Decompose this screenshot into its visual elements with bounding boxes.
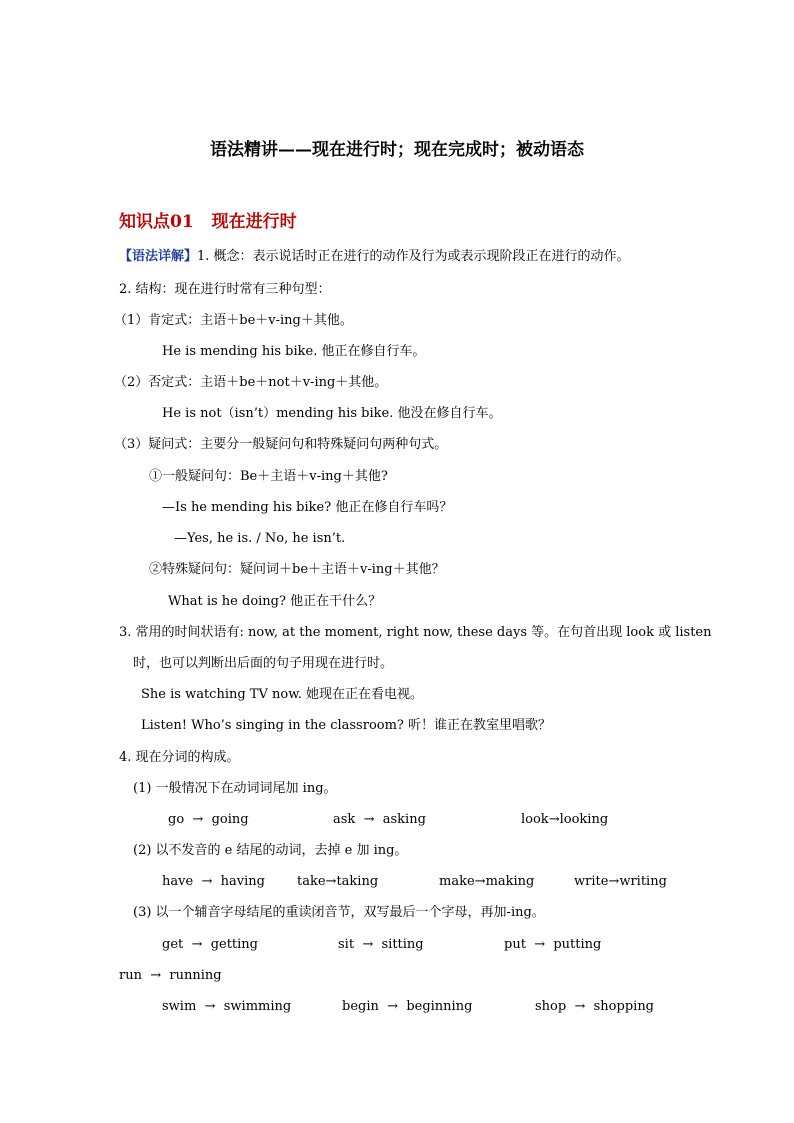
verb-pair: take→taking [297,874,379,889]
verb-pair: look→looking [521,812,609,827]
time-adverbs-example-2: Listen! Who’s singing in the classroom? 听！谁正在教室里唱歌？ [141,718,552,733]
participle-heading: 4. 现在分词的构成。 [119,750,240,765]
special-question-rule: ②特殊疑问句：疑问词＋be＋主语＋v-ing＋其他？ [149,562,445,577]
verb-pair: go → going [168,812,249,827]
time-adverbs-line-2: 时，也可以判断出后面的句子用现在进行时。 [133,656,394,671]
verb-pair: write→writing [574,874,667,889]
time-adverbs-line-1: 3. 常用的时间状语有: now, at the moment, right now, these days 等。在句首出现 look 或 listen [119,625,712,640]
section-name: 现在进行时 [211,212,297,232]
verb-pair: have → having [162,874,265,889]
time-adverbs-example-1: She is watching TV now. 她现在正在看电视。 [141,687,424,702]
section-heading [119,210,297,234]
verb-pair: swim → swimming [162,999,292,1014]
structure-heading: 2. 结构：现在进行时常有三种句型： [119,282,331,297]
affirmative-rule: （1）肯定式：主语＋be＋v-ing＋其他。 [114,313,353,328]
affirmative-example: He is mending his bike. 他正在修自行车。 [162,344,426,359]
participle-rule-3: (3) 以一个辅音字母结尾的重读闭音节，双写最后一个字母，再加-ing。 [133,905,545,920]
participle-rule-2: (2) 以不发音的 e 结尾的动词，去掉 e 加 ing。 [133,843,408,858]
document-title: 语法精讲——现在进行时；现在完成时；被动语态 [210,140,584,160]
verb-pair: begin → beginning [342,999,473,1014]
concept-text: 1. 概念：表示说话时正在进行的动作及行为或表示现阶段正在进行的动作。 [197,249,630,264]
section-number: 知识点01 [119,212,194,232]
general-question-example: —Is he mending his bike? 他正在修自行车吗？ [162,500,453,515]
verb-pair: run → running [119,968,222,983]
participle-rule-1: (1) 一般情况下在动词词尾加 ing。 [133,781,337,796]
verb-pair: get → getting [162,937,259,952]
verb-pair: sit → sitting [338,937,424,952]
verb-pair: make→making [439,874,535,889]
negative-rule: （2）否定式：主语＋be＋not＋v-ing＋其他。 [114,375,388,390]
verb-pair: put → putting [504,937,602,952]
special-question-example: What is he doing? 他正在干什么？ [168,594,382,609]
grammar-detail-label: 【语法详解】 [119,249,198,264]
verb-pair: shop → shopping [535,999,655,1014]
question-rule: （3）疑问式：主要分一般疑问句和特殊疑问句两种句式。 [114,437,448,452]
general-question-answer: —Yes, he is. / No, he isn’t. [174,531,346,546]
negative-example: He is not（isn’t）mending his bike. 他没在修自行车。 [162,406,502,421]
general-question-rule: ①一般疑问句：Be＋主语＋v-ing＋其他? [149,469,388,484]
intro-line [119,248,630,266]
verb-pair: ask → asking [333,812,426,827]
